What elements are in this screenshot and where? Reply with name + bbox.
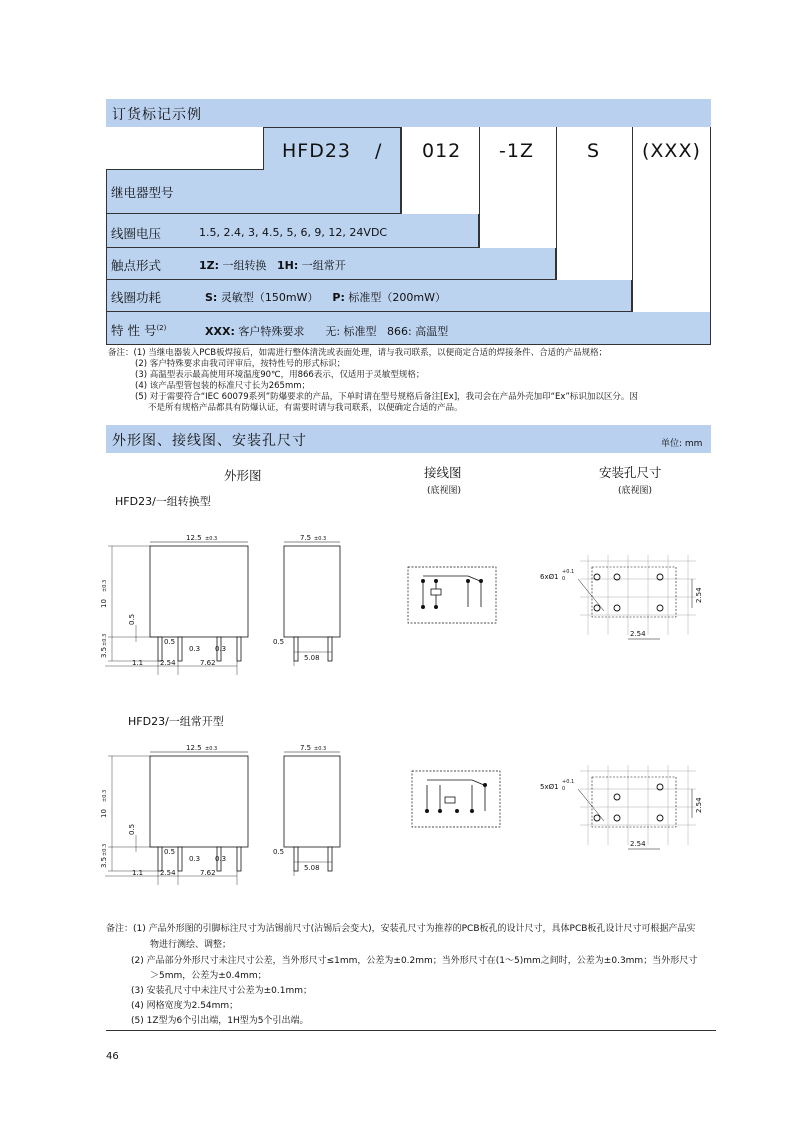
ordering-note-1: 备注：(1) 当继电器装入PCB板焊接后，如需进行整体清洗或表面处理，请与我司联系，以便商定合适的焊接条件、合适的产品规格； — [108, 348, 608, 358]
front-view-1z — [100, 530, 260, 680]
dim-depth: 7.5 — [300, 534, 312, 542]
col-outline-title: 外形图 — [224, 468, 262, 483]
code-special: (XXX) — [642, 140, 701, 162]
col-wiring-title: 接线图 — [424, 465, 462, 480]
mount-hole-count: 5xØ1 — [540, 783, 559, 791]
dim-note-4: (4) 网格宽度为2.54mm； — [131, 1001, 239, 1011]
ordering-note-2: (2) 客户特殊要求由我司评审后，按特性号的形式标识； — [135, 359, 346, 369]
dim-note-2: (2) 产品部分外形尺寸未注尺寸公差，当外形尺寸≤1mm，公差为±0.2mm；当外形尺寸在(1～5)mm之间时，公差为±0.3mm；当外形尺寸 — [131, 956, 698, 966]
variant2-title: HFD23/一组常开型 — [128, 715, 224, 728]
code-model: HFD23 — [282, 140, 352, 162]
row-value-contact: 1Z: 一组转换 1H: 一组常开 — [199, 259, 346, 272]
col-wiring-sub: (底视图) — [427, 486, 462, 496]
ordering-note-3: (3) 高温型表示最高使用环境温度90℃，用866表示，仅适用于灵敏型规格； — [135, 370, 425, 380]
dim-note-1: 备注：(1) 产品外形图的引脚标注尺寸为沾锡前尺寸(沾锡后会变大)，安装孔尺寸为推荐的PCB板孔的设计尺寸，具体PCB板孔设计尺寸可根据产品实 — [106, 924, 696, 934]
dim-standoff: 0.5 — [128, 613, 136, 625]
dim-standoff-b: 0.5 — [164, 638, 176, 646]
dim-width-tol: ±0.3 — [205, 746, 218, 752]
ordering-note-4: (4) 该产品型管包装的标准尺寸长为265mm； — [135, 381, 311, 391]
page-number: 46 — [106, 1051, 119, 1062]
code-voltage: 012 — [422, 140, 462, 162]
dim-span: 7.62 — [200, 869, 216, 877]
code-contact: -1Z — [499, 140, 534, 162]
col-mount-sub: (底视图) — [618, 486, 653, 496]
wiring-diagram-1h — [412, 771, 502, 831]
dim-height-tol: ±0.3 — [102, 579, 108, 592]
ordering-header — [106, 99, 711, 127]
dim-note-5: (5) 1Z型为6个引出端，1H型为5个引出端。 — [131, 1016, 309, 1026]
dim-height: 10 — [100, 599, 108, 608]
row-value-coil: S: 灵敏型（150mW） P: 标准型（200mW） — [205, 291, 446, 304]
divider — [710, 127, 711, 345]
mount-tol-down: 0 — [562, 576, 566, 582]
dim-note-2b: ＞5mm，公差为±0.4mm； — [150, 971, 267, 981]
mount-tol-up: +0.1 — [562, 569, 575, 575]
dim-standoff: 0.5 — [128, 823, 136, 835]
dim-pin-w-b: 0.3 — [215, 855, 227, 863]
dim-pin-w-b: 0.3 — [215, 645, 227, 653]
dim-note-3: (3) 安装孔尺寸中未注尺寸公差为±0.1mm； — [131, 986, 312, 996]
dim-pitch: 2.54 — [160, 869, 176, 877]
dimensions-header — [106, 425, 711, 453]
dim-width: 12.5 — [186, 744, 202, 752]
mount-hole-count: 6xØ1 — [540, 573, 559, 581]
ordering-note-5: (5) 对于需要符合“IEC 60079系列”防爆要求的产品，下单时请在型号规格后备注[Ex]，我司会在产品外壳加印“Ex”标识加以区分。因 — [135, 392, 638, 402]
dim-side-standoff: 0.5 — [273, 638, 285, 646]
mount-holes-1z — [540, 555, 710, 655]
dim-height: 10 — [100, 809, 108, 818]
row-value-voltage: 1.5, 2.4, 3, 4.5, 5, 6, 9, 12, 24VDC — [199, 226, 388, 239]
dim-width-tol: ±0.3 — [205, 536, 218, 542]
row-label-contact: 触点形式 — [111, 258, 162, 273]
row-label-special: 特 性 号$^{(2)}$ — [111, 323, 167, 338]
dim-pin-len-tol: ±0.3 — [102, 633, 108, 646]
variant1-title: HFD23/一组转换型 — [115, 495, 211, 508]
mount-holes-1h — [540, 765, 710, 865]
row-label-coil: 线圈功耗 — [111, 290, 162, 305]
dim-side-pin: 5.08 — [304, 654, 320, 662]
dim-pin-len-tol: ±0.3 — [102, 843, 108, 856]
dim-depth-tol: ±0.3 — [314, 746, 327, 752]
mount-tol-up: +0.1 — [562, 779, 575, 785]
dim-height-tol: ±0.3 — [102, 789, 108, 802]
wiring-diagram-1z — [408, 567, 498, 627]
dim-pin-w: 0.3 — [189, 645, 201, 653]
dim-depth-tol: ±0.3 — [314, 536, 327, 542]
dim-pin-len: 3.5 — [100, 856, 108, 868]
mount-pitch-v: 2.54 — [695, 587, 703, 603]
code-coil: S — [587, 140, 601, 162]
dim-standoff-b: 0.5 — [164, 848, 176, 856]
mount-pitch-v: 2.54 — [695, 797, 703, 813]
dim-depth: 7.5 — [300, 744, 312, 752]
mount-pitch-h: 2.54 — [630, 630, 646, 638]
mount-pitch-h: 2.54 — [630, 840, 646, 848]
col-mount-title: 安装孔尺寸 — [599, 465, 662, 480]
ordering-title: 订货标记示例 — [112, 107, 202, 123]
row-value-special: XXX: 客户特殊要求 无: 标准型 866: 高温型 — [205, 325, 449, 338]
footer-rule — [106, 1030, 716, 1031]
front-view-1h — [100, 740, 260, 890]
dim-edge: 1.1 — [132, 869, 144, 877]
dim-pin-len: 3.5 — [100, 646, 108, 658]
dim-pitch: 2.54 — [160, 659, 176, 667]
row-label-voltage: 线圈电压 — [111, 226, 162, 241]
dim-side-standoff: 0.5 — [273, 848, 285, 856]
dimensions-title: 外形图、接线图、安装孔尺寸 — [112, 433, 307, 449]
mount-tol-down: 0 — [562, 786, 566, 792]
unit-label: 单位: mm — [661, 439, 703, 449]
dim-note-1b: 物进行测绘、调整； — [150, 940, 232, 950]
side-view-1h — [272, 740, 352, 890]
divider — [106, 169, 264, 170]
code-slash: / — [375, 140, 383, 162]
side-view-1z — [272, 530, 352, 680]
ordering-note-5b: 不是所有规格产品都具有防爆认证，有需要时请与我司联系，以便确定合适的产品。 — [148, 403, 463, 413]
dim-pin-w: 0.3 — [189, 855, 201, 863]
dim-edge: 1.1 — [132, 659, 144, 667]
dim-side-pin: 5.08 — [304, 864, 320, 872]
divider — [263, 127, 264, 170]
row-label-model: 继电器型号 — [111, 185, 174, 200]
dim-width: 12.5 — [186, 534, 202, 542]
code-gap — [106, 127, 263, 169]
dim-span: 7.62 — [200, 659, 216, 667]
